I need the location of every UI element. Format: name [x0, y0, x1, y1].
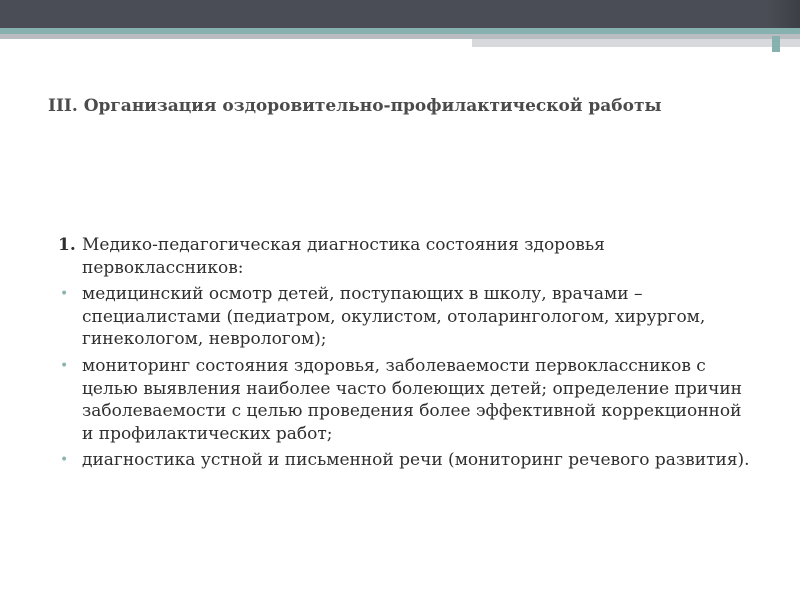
heading-number: 1. [58, 235, 76, 255]
slide-body [58, 234, 758, 476]
bullet-marker: • [60, 452, 69, 469]
header-bar [0, 0, 800, 28]
light-stripe [472, 39, 800, 47]
bullet-text: медицинский осмотр детей, поступающих в школу, врачами – специалистами (педиатром, окулистом, отоларингологом, хирургом, гинекологом, неврологом); [82, 284, 706, 350]
bullet-marker: • [60, 286, 69, 303]
slide-title: III. Организация оздоровительно-профилактической работы [48, 96, 662, 116]
bullet-marker: • [60, 357, 69, 374]
header-bar-shade [768, 0, 800, 28]
bullet-item [58, 355, 758, 445]
bullet-item [58, 449, 758, 472]
numbered-heading [58, 234, 758, 279]
bullet-text: мониторинг состояния здоровья, заболеваемости первоклассников с целью выявления наиболее часто болеющих детей; определение причин заболеваемости с целью проведения более эффективной коррекционной и профилактических работ; [82, 355, 743, 444]
heading-text: Медико-педагогическая диагностика состояния здоровья первоклассников: [82, 235, 605, 278]
bullet-item [58, 283, 758, 351]
accent-tab [772, 36, 780, 52]
bullet-text: диагностика устной и письменной речи (мониторинг речевого развития). [82, 450, 750, 471]
